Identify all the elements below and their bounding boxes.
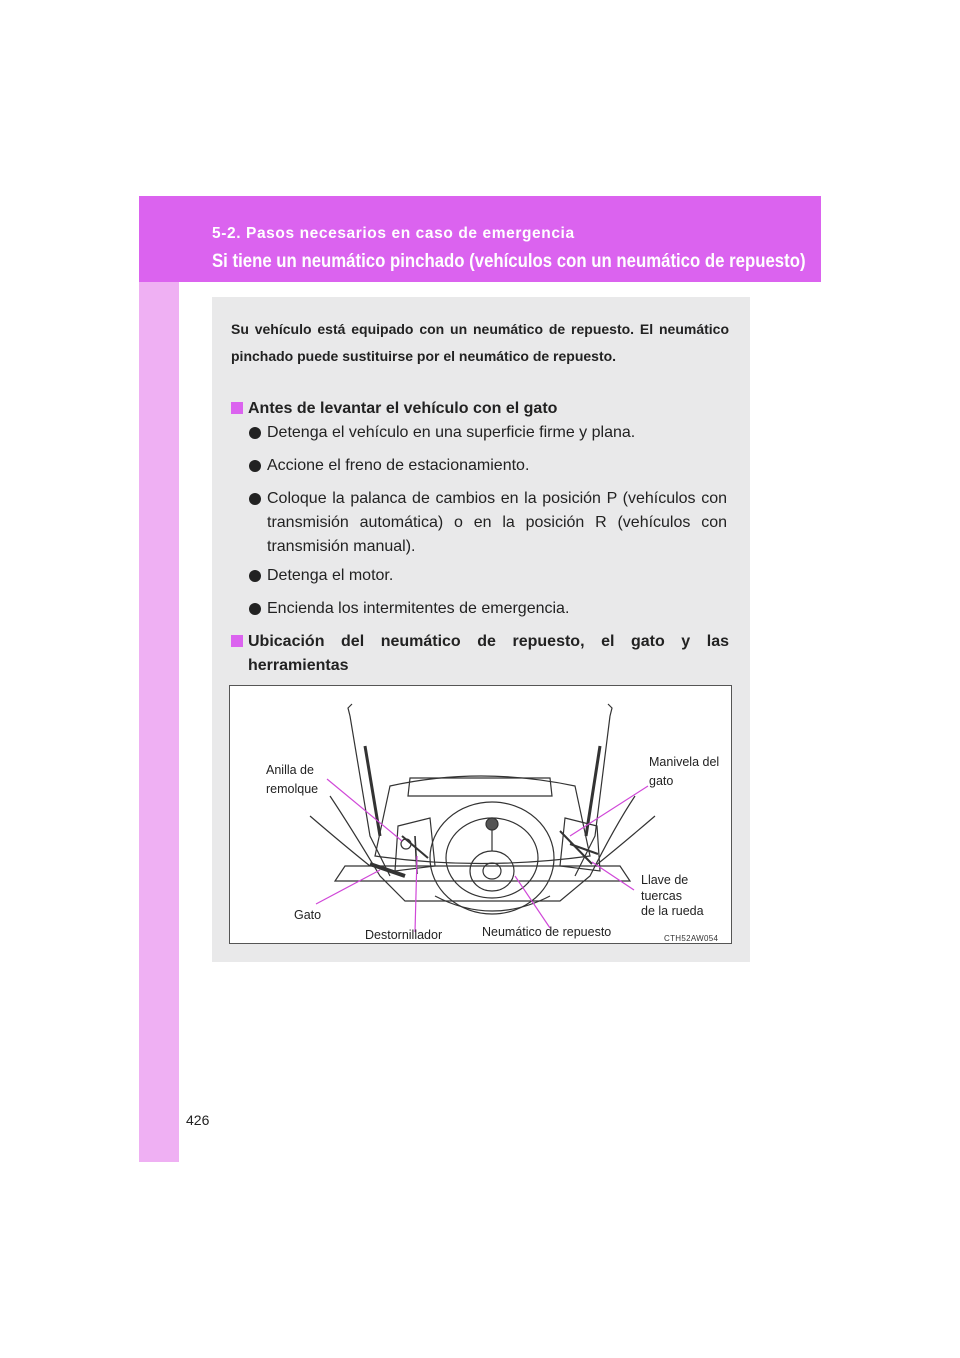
page-title: Si tiene un neumático pinchado (vehículos con un neumático de repuesto) — [212, 250, 806, 272]
callout-spare-tire: Neumático de repuesto — [482, 925, 612, 939]
side-strip — [139, 196, 179, 1162]
square-bullet-icon — [231, 402, 243, 414]
section-heading-location: Ubicación del neumático de repuesto, el gato y las herramientas — [231, 630, 729, 678]
callout-wheel-nut-wrench: Llave de tuercas de la rueda — [641, 873, 704, 918]
callout-jack: Gato — [294, 908, 322, 922]
trunk-opening — [375, 776, 590, 864]
bullet-icon — [249, 460, 261, 472]
leader-lines — [316, 779, 648, 932]
right-strut — [586, 746, 600, 836]
list-item: Encienda los intermitentes de emergencia. — [249, 597, 727, 621]
intro-paragraph: Su vehículo está equipado con un neumático de repuesto. El neumático pinchado puede sustituirse por el neumático de repuesto. — [231, 321, 729, 364]
bullet-icon — [249, 570, 261, 582]
list-item: Detenga el motor. — [249, 564, 727, 588]
trunk-illustration — [229, 685, 732, 944]
spare-tire — [430, 802, 554, 914]
figure-code: CTH52AW054 — [664, 934, 719, 943]
list-item: Detenga el vehículo en una superficie firme y plana. — [249, 421, 727, 445]
bullet-icon — [249, 427, 261, 439]
callout-screwdriver: Destornillador — [365, 928, 443, 942]
list-item: Accione el freno de estacionamiento. — [249, 454, 727, 478]
callout-tow-eye: Anilla de remolque — [266, 763, 319, 796]
section-label: 5-2. Pasos necesarios en caso de emergencia — [212, 225, 575, 242]
square-bullet-icon — [231, 635, 243, 647]
page-number: 426 — [186, 1112, 210, 1128]
callout-jack-handle: Manivela del gato — [649, 755, 720, 788]
bullet-icon — [249, 603, 261, 615]
list-item: Coloque la palanca de cambios en la posición P (vehículos con transmisión automática) o en la posición R (vehículos con transmisión manual). — [249, 487, 727, 559]
hatch-left-edge — [350, 716, 390, 876]
section-heading-before-lifting: Antes de levantar el vehículo con el gato — [231, 397, 729, 421]
bullet-icon — [249, 493, 261, 505]
wheel-nut-wrench — [570, 844, 598, 854]
